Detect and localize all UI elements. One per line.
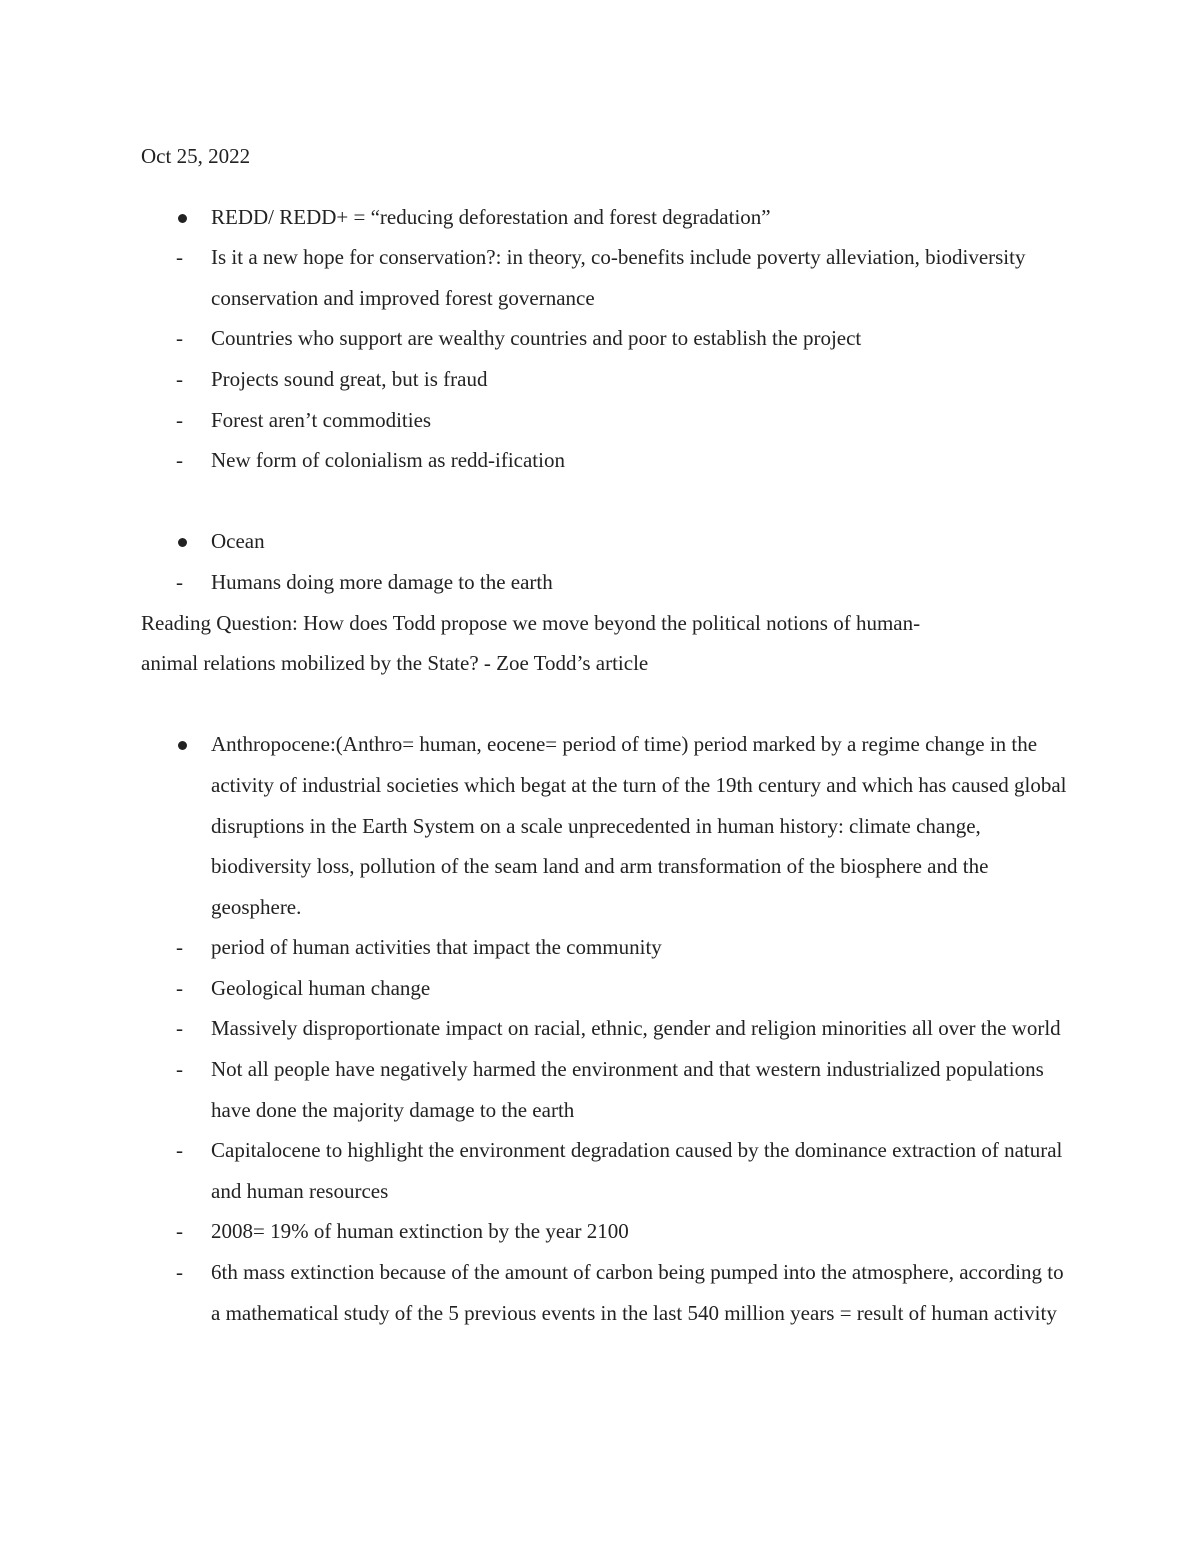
dash-icon: - (176, 1016, 183, 1041)
dash-text: Humans doing more damage to the earth (211, 569, 553, 594)
dash-text: Projects sound great, but is fraud (211, 366, 488, 391)
dash-text: 2008= 19% of human extinction by the year 2100 (211, 1219, 629, 1244)
dash-item (141, 1130, 1071, 1211)
dash-item (141, 1211, 1071, 1252)
dash-icon: - (176, 935, 183, 960)
bullet-icon (178, 741, 187, 750)
dash-text: Forest aren’t commodities (211, 407, 432, 432)
bullet-text: REDD/ REDD+ = “reducing deforestation and forest degradation” (211, 204, 771, 229)
dash-icon: - (176, 245, 183, 270)
dash-icon: - (176, 1260, 183, 1285)
dash-item (141, 237, 1071, 318)
dash-icon: - (176, 569, 183, 594)
dash-text: 6th mass extinction because of the amount of carbon being pumped into the atmosphere, according to a mathematical study of the 5 previous events in the last 540 million years = result of human activity (211, 1260, 1064, 1325)
bullet-icon (178, 214, 187, 223)
dash-icon: - (176, 1219, 183, 1244)
dash-item (141, 1049, 1071, 1130)
dash-text: Not all people have negatively harmed the environment and that western industrialized populations have done the majority damage to the earth (211, 1057, 1044, 1122)
dash-text: Capitalocene to highlight the environment degradation caused by the dominance extraction of natural and human resources (211, 1138, 1063, 1203)
dash-icon: - (176, 407, 183, 432)
dash-text: Massively disproportionate impact on racial, ethnic, gender and religion minorities all over the world (211, 1016, 1061, 1041)
dash-text: New form of colonialism as redd-ification (211, 448, 565, 473)
dash-item (141, 440, 1071, 481)
bullet-text: Ocean (211, 529, 265, 554)
dash-item (141, 318, 1071, 359)
dash-icon: - (176, 975, 183, 1000)
bullet-item (141, 724, 1071, 927)
dash-icon: - (176, 448, 183, 473)
dash-text: Countries who support are wealthy countries and poor to establish the project (211, 326, 862, 351)
note-date: Oct 25, 2022 (141, 144, 251, 168)
dash-icon: - (176, 366, 183, 391)
bullet-item (141, 197, 1071, 238)
dash-icon: - (176, 326, 183, 351)
document-page (141, 136, 1071, 1333)
section-ocean (141, 521, 1071, 602)
dash-icon: - (176, 1138, 183, 1163)
spacer (141, 684, 1071, 725)
bullet-icon (178, 538, 187, 547)
dash-item (141, 562, 1071, 603)
dash-item (141, 400, 1071, 441)
bullet-text: Anthropocene:(Anthro= human, eocene= period of time) period marked by a regime change in the activity of industrial societies which begat at the turn of the 19th century and which has caused global disruptions in the Earth System on a scale unprecedented in human history: climate change, biodiversity loss, pollution of the seam land and arm transformation of the biosphere and the geosphere. (211, 732, 1067, 919)
reading-question: Reading Question: How does Todd propose we move beyond the political notions of human-animal relations mobilized by the State? - Zoe Todd’s article (141, 610, 921, 676)
dash-item (141, 359, 1071, 400)
section-redd (141, 197, 1071, 481)
dash-text: period of human activities that impact the community (211, 935, 662, 960)
dash-item (141, 968, 1071, 1009)
bullet-item (141, 521, 1071, 562)
section-anthropocene (141, 724, 1071, 1333)
dash-item (141, 1252, 1071, 1333)
dash-icon: - (176, 1057, 183, 1082)
dash-item (141, 927, 1071, 968)
dash-item (141, 1008, 1071, 1049)
dash-text: Is it a new hope for conservation?: in theory, co-benefits include poverty alleviation, biodiversity conservation and improved forest governance (211, 245, 1026, 310)
dash-text: Geological human change (211, 975, 431, 1000)
spacer (141, 177, 1071, 197)
spacer (141, 481, 1071, 522)
